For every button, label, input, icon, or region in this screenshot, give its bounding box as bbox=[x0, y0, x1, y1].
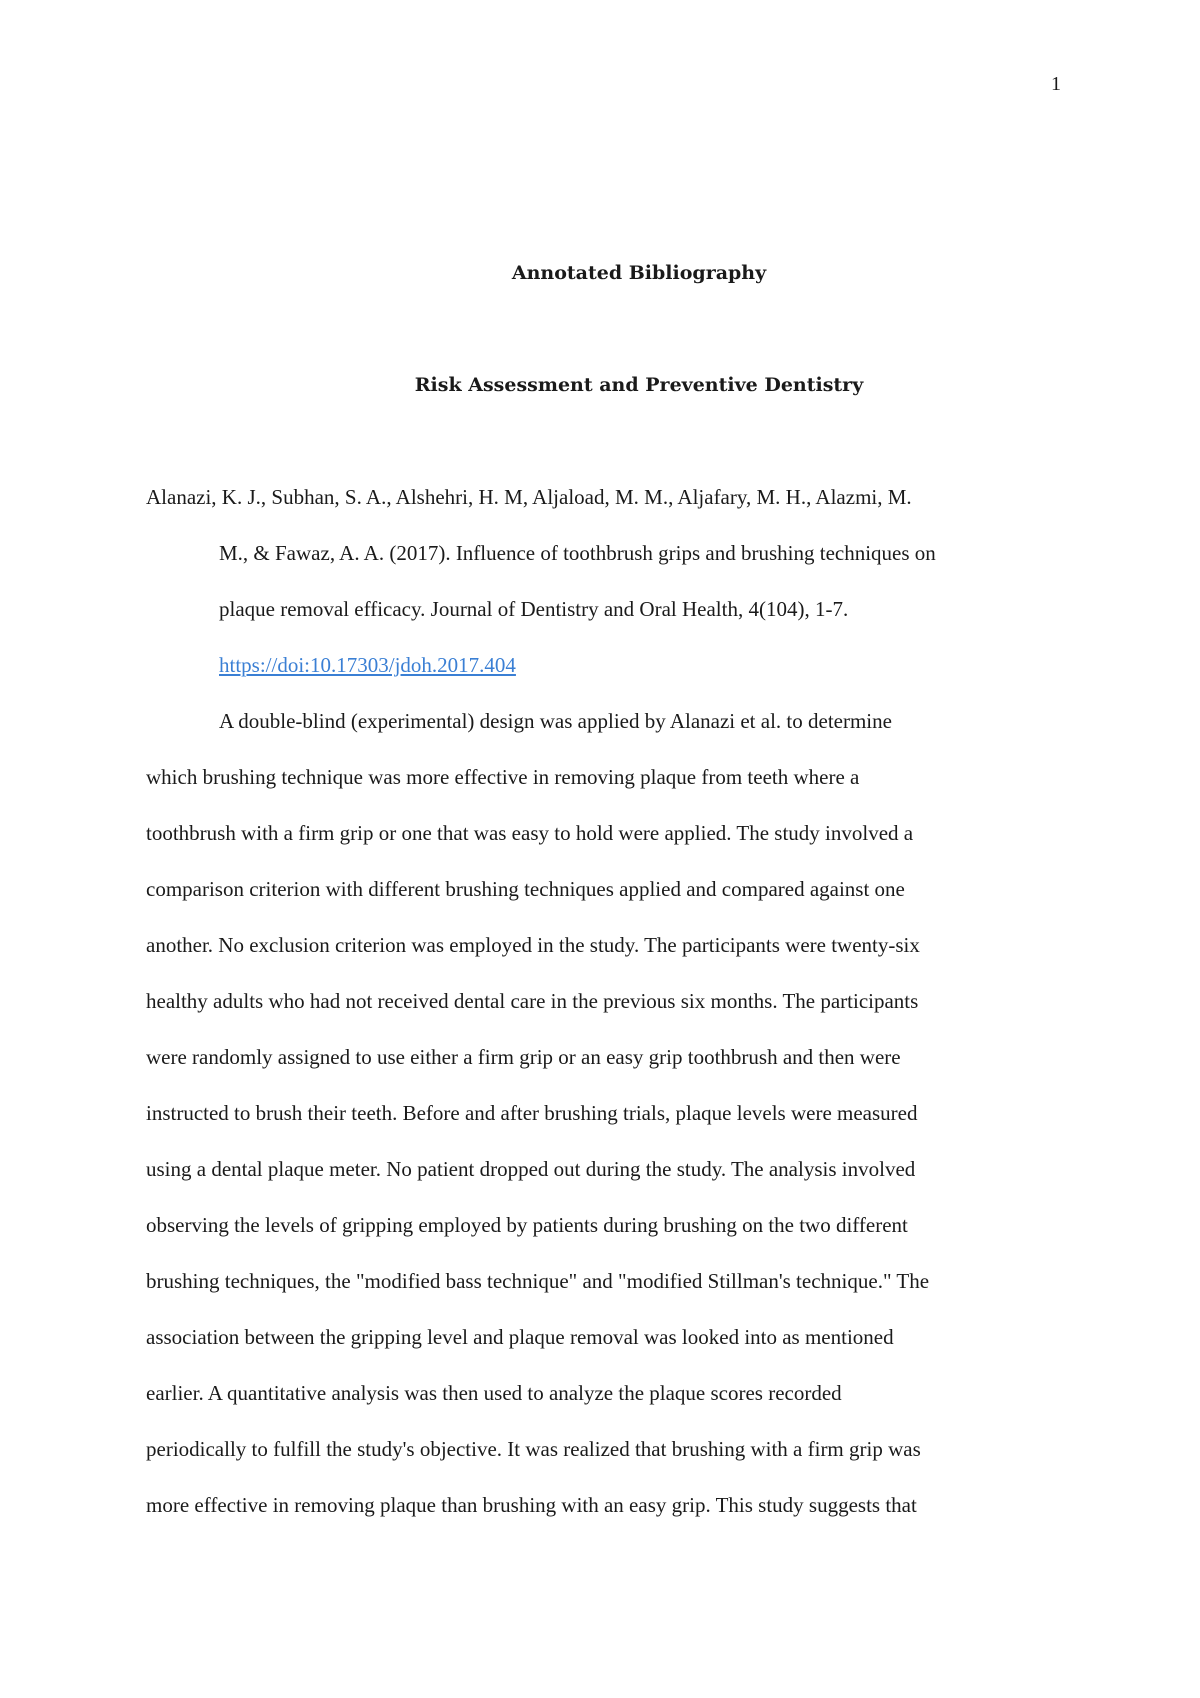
document-title: Annotated Bibliography bbox=[511, 262, 767, 284]
annotation-line: which brushing technique was more effective in removing plaque from teeth where a bbox=[146, 765, 860, 789]
annotation-line: observing the levels of gripping employed by patients during brushing on the two different bbox=[146, 1213, 908, 1237]
doi-link[interactable]: https://doi:10.17303/jdoh.2017.404 bbox=[219, 653, 516, 677]
reference-line: Alanazi, K. J., Subhan, S. A., Alshehri, H. M, Aljaload, M. M., Aljafary, M. H., Alazmi, M. bbox=[146, 485, 912, 509]
annotation-line: association between the gripping level and plaque removal was looked into as mentioned bbox=[146, 1325, 894, 1349]
annotation-line: A double-blind (experimental) design was applied by Alanazi et al. to determine bbox=[219, 709, 892, 733]
page-number: 1 bbox=[1051, 73, 1061, 95]
document-subtitle: Risk Assessment and Preventive Dentistry bbox=[414, 374, 864, 396]
annotation-line: periodically to fulfill the study's objective. It was realized that brushing with a firm grip was bbox=[146, 1437, 921, 1461]
annotation-line: brushing techniques, the "modified bass technique" and "modified Stillman's technique." The bbox=[146, 1269, 930, 1293]
annotation-line: healthy adults who had not received dental care in the previous six months. The participants bbox=[146, 989, 919, 1013]
reference-line: M., & Fawaz, A. A. (2017). Influence of toothbrush grips and brushing techniques on bbox=[219, 541, 936, 565]
annotation-line: using a dental plaque meter. No patient dropped out during the study. The analysis involved bbox=[146, 1157, 916, 1181]
annotation-line: another. No exclusion criterion was employed in the study. The participants were twenty-six bbox=[146, 933, 920, 957]
annotation-line: comparison criterion with different brushing techniques applied and compared against one bbox=[146, 877, 905, 901]
annotation-line: more effective in removing plaque than brushing with an easy grip. This study suggests that bbox=[146, 1493, 917, 1517]
annotation-line: instructed to brush their teeth. Before and after brushing trials, plaque levels were measured bbox=[146, 1101, 918, 1125]
annotation-line: toothbrush with a firm grip or one that was easy to hold were applied. The study involved a bbox=[146, 821, 914, 845]
annotation-line: were randomly assigned to use either a firm grip or an easy grip toothbrush and then were bbox=[146, 1045, 901, 1069]
reference-line: plaque removal efficacy. Journal of Dentistry and Oral Health, 4(104), 1-7. bbox=[219, 597, 849, 621]
annotation-line: earlier. A quantitative analysis was then used to analyze the plaque scores recorded bbox=[146, 1381, 842, 1405]
